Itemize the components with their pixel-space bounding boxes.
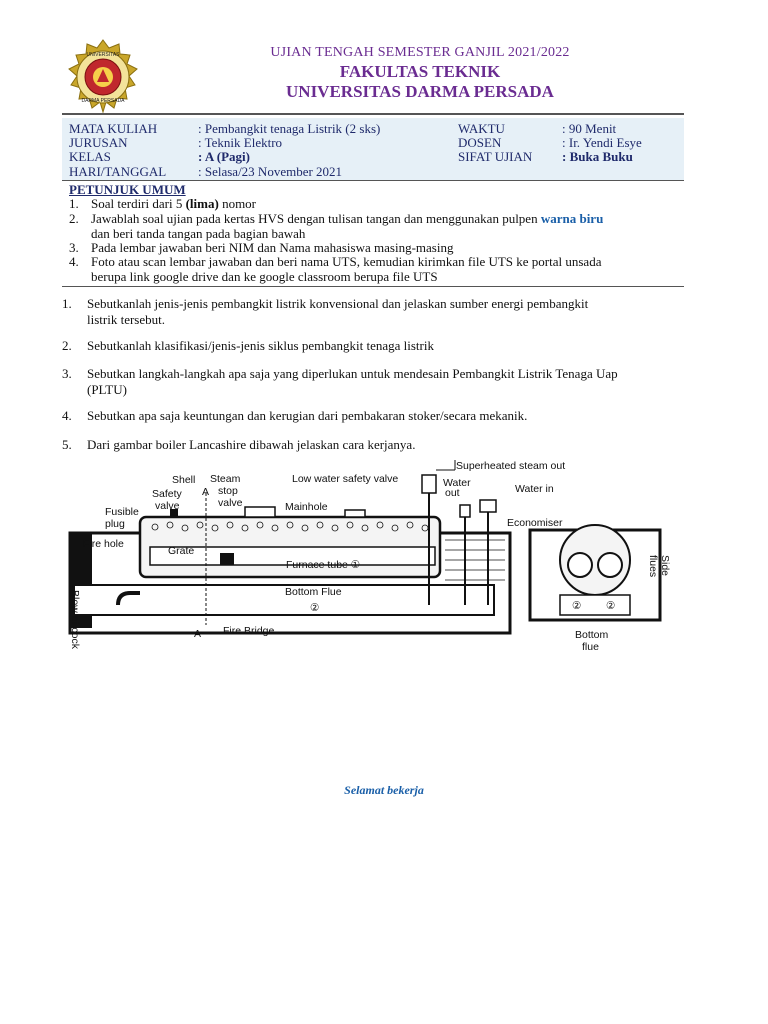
- label-safety: Safety: [152, 488, 182, 500]
- question-2-line1: Sebutkanlah klasifikasi/jenis-jenis siklus pembangkit tenaga listrik: [87, 338, 434, 353]
- label-furnace-tube: Furnace tube ①: [286, 559, 361, 571]
- label-circle-2-left: ②: [310, 602, 320, 614]
- instruction-4-num: 4.: [69, 254, 79, 269]
- header-divider: [62, 113, 684, 115]
- info-label-exam-type: SIFAT UJIAN: [458, 149, 533, 164]
- stop-valve-fitting: [245, 507, 275, 517]
- label-steam: Steam: [210, 473, 241, 485]
- info-label-time: WAKTU: [458, 121, 505, 136]
- info-label-course: MATA KULIAH: [69, 121, 158, 136]
- instruction-2-num: 2.: [69, 211, 79, 226]
- question-1-line1: Sebutkanlah jenis-jenis pembangkit listrik konvensional dan jelaskan sumber energi pembangkit: [87, 296, 589, 311]
- info-divider: [62, 180, 684, 181]
- instructions-title: PETUNJUK UMUM: [69, 182, 186, 197]
- instruction-3-num: 3.: [69, 240, 79, 255]
- university-name: UNIVERSITAS DARMA PERSADA: [286, 82, 554, 101]
- question-4-line1: Sebutkan apa saja keuntungan dan kerugian dari pembakaran stoker/secara mekanik.: [87, 408, 528, 423]
- label-plug: plug: [105, 518, 125, 530]
- instruction-4-line1: Foto atau scan lembar jawaban dan beri nama UTS, kemudian kirimkan file UTS ke portal unsada: [91, 254, 602, 269]
- brick-hatch: [445, 540, 505, 580]
- label-superheated: Superheated steam out: [456, 460, 566, 472]
- faculty-name: FAKULTAS TEKNIK: [339, 62, 501, 81]
- label-flues: flues: [647, 555, 659, 578]
- closing-text: Selamat bekerja: [344, 783, 424, 797]
- label-bottom: Bottom: [575, 629, 609, 641]
- info-value-department: : Teknik Elektro: [198, 135, 283, 150]
- question-5-num: 5.: [62, 437, 72, 452]
- info-value-exam-type: : Buka Buku: [562, 149, 633, 164]
- question-5-line1: Dari gambar boiler Lancashire dibawah jelaskan cara kerjanya.: [87, 437, 416, 452]
- instruction-1-num: 1.: [69, 196, 79, 211]
- logo-top-text: UNIVERSITAS: [86, 52, 120, 58]
- label-water-out-2: out: [445, 487, 460, 499]
- label-a-top: A: [202, 486, 210, 498]
- label-water-in: Water in: [515, 483, 554, 495]
- label-stop: stop: [218, 485, 238, 497]
- instruction-1: Soal terdiri dari 5 (lima) nomor: [91, 196, 257, 211]
- label-flue: flue: [582, 641, 599, 653]
- question-1-num: 1.: [62, 296, 72, 311]
- lancashire-boiler-diagram: [60, 455, 710, 655]
- info-label-date: HARI/TANGGAL: [69, 164, 167, 179]
- question-3-line1: Sebutkan langkah-langkah apa saja yang diperlukan untuk mendesain Pembangkit Listrik Tenaga Uap: [87, 366, 618, 381]
- label-stop-valve: valve: [218, 497, 243, 509]
- label-grate: Grate: [168, 545, 195, 557]
- instructions-divider: [62, 286, 684, 287]
- info-value-date: : Selasa/23 November 2021: [198, 164, 343, 179]
- label-safety-valve: valve: [155, 500, 180, 512]
- label-fusible: Fusible: [105, 506, 139, 518]
- label-a-bottom: A: [194, 628, 202, 640]
- label-low-water: Low water safety valve: [292, 473, 399, 485]
- instruction-2-line1: Jawablah soal ujian pada kertas HVS dengan tulisan tangan dan menggunakan pulpen warna biru: [91, 211, 604, 226]
- label-bottom-flue: Bottom Flue: [285, 586, 342, 598]
- question-3-num: 3.: [62, 366, 72, 381]
- university-logo: [62, 38, 144, 120]
- logo-bottom-text: DARMA PERSADA: [81, 98, 125, 104]
- label-side: Side: [659, 555, 671, 577]
- label-economiser: Economiser: [507, 517, 563, 529]
- label-blow-off-cock: Blow of cock: [69, 590, 81, 649]
- instruction-2-line2: dan beri tanda tangan pada bagian bawah: [91, 226, 306, 241]
- info-label-lecturer: DOSEN: [458, 135, 502, 150]
- info-value-class: : A (Pagi): [198, 149, 250, 164]
- info-value-course: : Pembangkit tenaga Listrik (2 sks): [198, 121, 381, 136]
- label-mainhole: Mainhole: [285, 501, 328, 513]
- mainhole-fitting: [345, 510, 365, 517]
- label-circle-2-right-a: ②: [572, 600, 582, 612]
- bottom-flue-channel: [74, 585, 494, 615]
- exam-title: UJIAN TENGAH SEMESTER GANJIL 2021/2022: [270, 45, 570, 60]
- info-label-class: KELAS: [69, 149, 111, 164]
- info-value-time: : 90 Menit: [562, 121, 617, 136]
- question-2-num: 2.: [62, 338, 72, 353]
- label-fire-bridge: Fire Bridge: [223, 625, 275, 637]
- instruction-3: Pada lembar jawaban beri NIM dan Nama mahasiswa masing-masing: [91, 240, 454, 255]
- label-shell: Shell: [172, 474, 196, 486]
- question-4-num: 4.: [62, 408, 72, 423]
- label-fire-hole: Fire hole: [83, 538, 124, 550]
- info-label-department: JURUSAN: [69, 135, 128, 150]
- label-circle-2-right-b: ②: [606, 600, 616, 612]
- info-value-lecturer: : Ir. Yendi Esye: [562, 135, 642, 150]
- label-water-out-1: Water: [443, 477, 471, 489]
- question-3-line2: (PLTU): [87, 382, 127, 397]
- question-1-line2: listrik tersebut.: [87, 312, 165, 327]
- instruction-4-line2: berupa link google drive dan ke google classroom berupa file UTS: [91, 269, 438, 284]
